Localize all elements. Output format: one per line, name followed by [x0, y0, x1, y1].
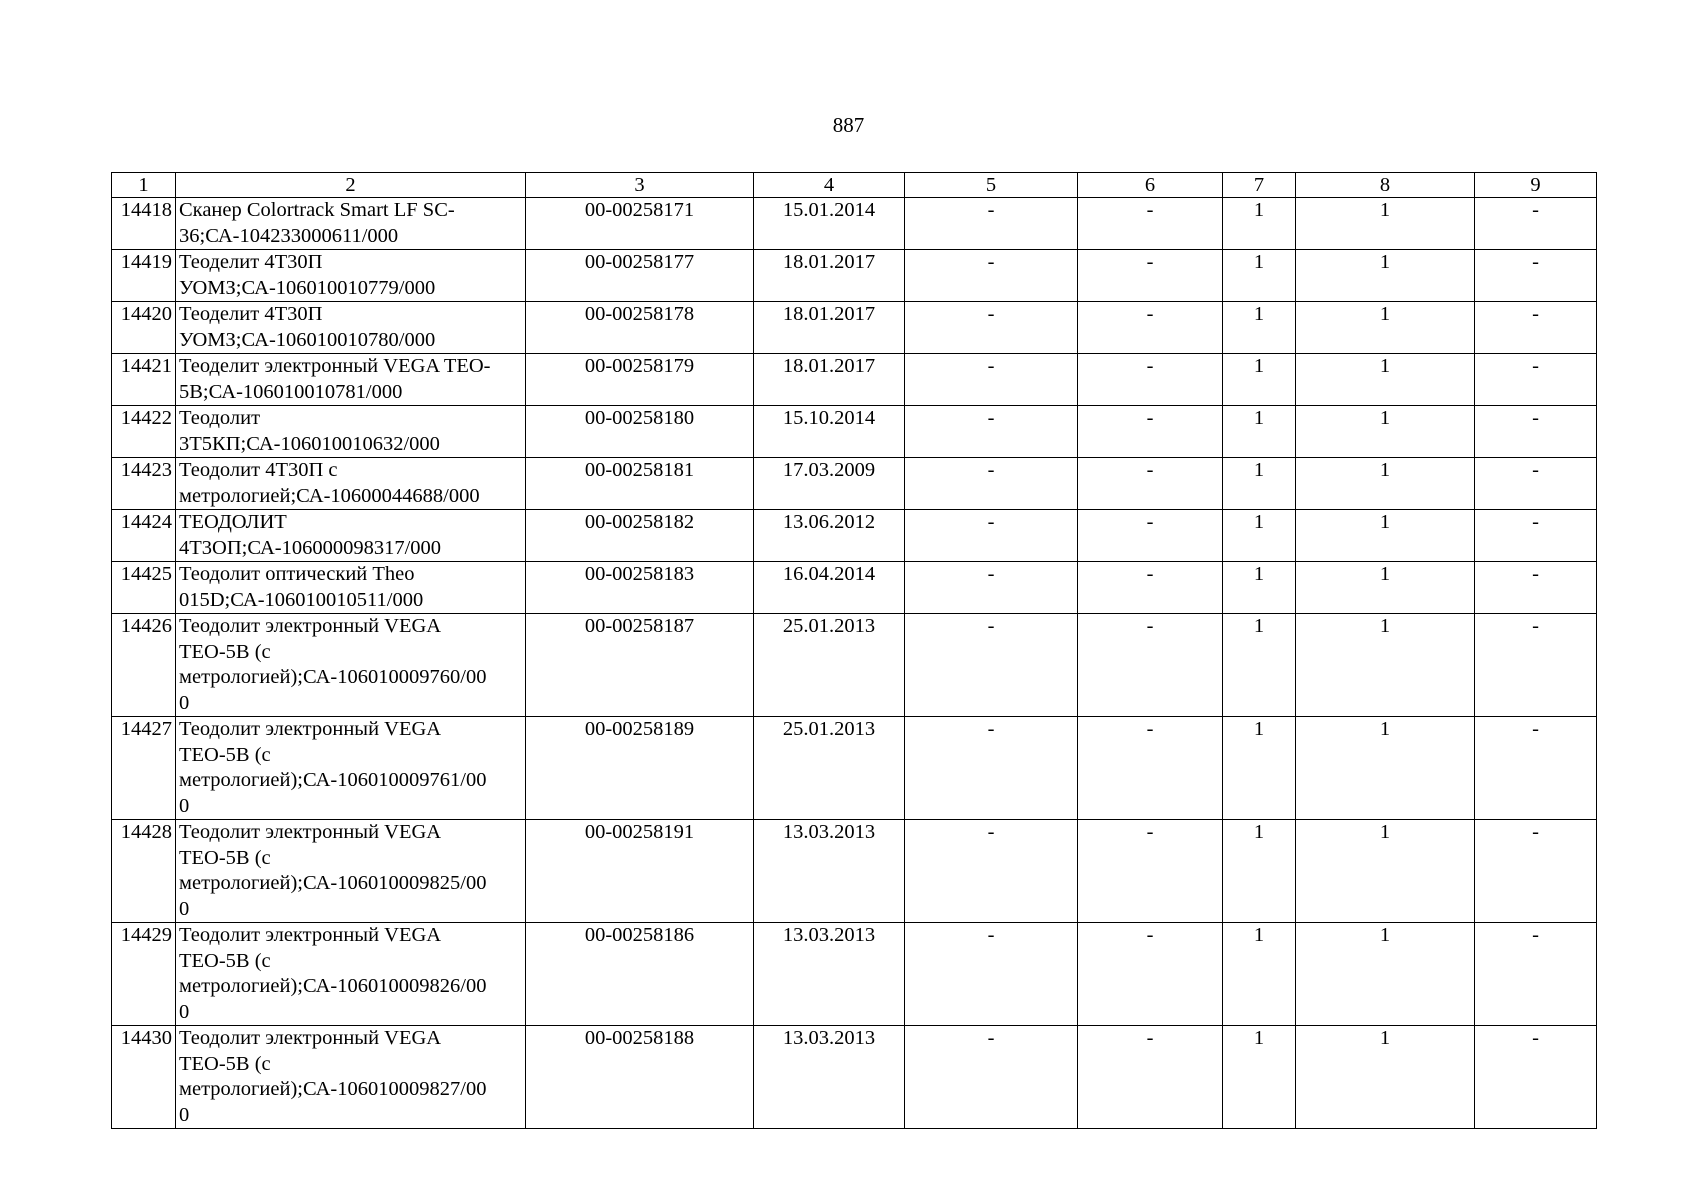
column-5-cell: - — [905, 458, 1078, 510]
inventory-code-cell: 00-00258183 — [526, 562, 754, 614]
table-row — [112, 510, 1597, 562]
date-cell: 18.01.2017 — [754, 302, 905, 354]
asset-table — [111, 172, 1597, 1129]
item-name-cell — [176, 406, 526, 458]
column-6-cell: - — [1078, 198, 1223, 250]
table-body — [112, 198, 1597, 1129]
inventory-code-cell: 00-00258181 — [526, 458, 754, 510]
column-9-cell: - — [1475, 614, 1597, 717]
row-number-cell: 14428 — [112, 820, 176, 923]
table-row — [112, 1026, 1597, 1129]
column-8-cell: 1 — [1296, 198, 1475, 250]
item-name-cell — [176, 250, 526, 302]
column-header: 8 — [1296, 173, 1475, 198]
item-name-line: 0 — [179, 691, 190, 714]
item-name-cell — [176, 354, 526, 406]
inventory-code-cell: 00-00258177 — [526, 250, 754, 302]
table-row — [112, 562, 1597, 614]
inventory-code-cell: 00-00258189 — [526, 717, 754, 820]
table-row — [112, 614, 1597, 717]
item-name-line: TEO-5B (с — [179, 846, 271, 869]
inventory-code-cell: 00-00258186 — [526, 923, 754, 1026]
column-7-cell: 1 — [1223, 354, 1296, 406]
column-7-cell: 1 — [1223, 614, 1296, 717]
item-name-line: Теодолит 4Т30П с — [179, 459, 338, 481]
column-6-cell: - — [1078, 614, 1223, 717]
column-5-cell: - — [905, 820, 1078, 923]
item-name-line: Теоделит электронный VEGA TEO- — [179, 355, 491, 377]
date-cell: 16.04.2014 — [754, 562, 905, 614]
item-name-line: 3Т5КП;СА-106010010632/000 — [179, 432, 440, 455]
inventory-code-cell: 00-00258171 — [526, 198, 754, 250]
table-header-row — [112, 173, 1597, 198]
column-8-cell: 1 — [1296, 302, 1475, 354]
column-6-cell: - — [1078, 562, 1223, 614]
column-5-cell: - — [905, 717, 1078, 820]
date-cell: 18.01.2017 — [754, 354, 905, 406]
table-row — [112, 406, 1597, 458]
item-name-line: Сканер Colortrack Smart LF SC- — [179, 199, 455, 221]
inventory-code-cell: 00-00258188 — [526, 1026, 754, 1129]
date-cell: 15.10.2014 — [754, 406, 905, 458]
column-header: 6 — [1078, 173, 1223, 198]
item-name-line: 0 — [179, 794, 190, 817]
item-name-line: Теодолит электронный VEGA — [179, 615, 442, 637]
page-number: 887 — [832, 113, 865, 137]
column-8-cell: 1 — [1296, 250, 1475, 302]
item-name-line: метрологией;СА-10600044688/000 — [179, 484, 480, 507]
item-name-line: Теодолит оптический Theo — [179, 563, 415, 585]
column-9-cell: - — [1475, 1026, 1597, 1129]
date-cell: 17.03.2009 — [754, 458, 905, 510]
item-name-line: Теоделит 4Т30П — [179, 251, 323, 273]
column-7-cell: 1 — [1223, 717, 1296, 820]
column-9-cell: - — [1475, 923, 1597, 1026]
column-8-cell: 1 — [1296, 562, 1475, 614]
item-name-line: TEO-5B (с — [179, 949, 271, 972]
column-5-cell: - — [905, 302, 1078, 354]
item-name-cell — [176, 302, 526, 354]
column-6-cell: - — [1078, 302, 1223, 354]
column-5-cell: - — [905, 614, 1078, 717]
inventory-code-cell: 00-00258182 — [526, 510, 754, 562]
item-name-line: Теодолит — [179, 407, 261, 429]
table-row — [112, 198, 1597, 250]
item-name-line: метрологией);СА-106010009826/00 — [179, 975, 487, 997]
item-name-line: 0 — [179, 1000, 190, 1023]
column-header: 9 — [1475, 173, 1597, 198]
row-number-cell: 14425 — [112, 562, 176, 614]
column-6-cell: - — [1078, 354, 1223, 406]
item-name-cell — [176, 614, 526, 717]
column-8-cell: 1 — [1296, 1026, 1475, 1129]
row-number-cell: 14430 — [112, 1026, 176, 1129]
column-7-cell: 1 — [1223, 820, 1296, 923]
column-9-cell: - — [1475, 302, 1597, 354]
table-row — [112, 717, 1597, 820]
item-name-cell — [176, 820, 526, 923]
table-row — [112, 354, 1597, 406]
column-7-cell: 1 — [1223, 406, 1296, 458]
item-name-line: 36;СА-104233000611/000 — [179, 224, 399, 247]
row-number-cell: 14429 — [112, 923, 176, 1026]
row-number-cell: 14418 — [112, 198, 176, 250]
column-7-cell: 1 — [1223, 302, 1296, 354]
item-name-cell — [176, 1026, 526, 1129]
column-9-cell: - — [1475, 562, 1597, 614]
date-cell: 15.01.2014 — [754, 198, 905, 250]
table-row — [112, 250, 1597, 302]
table-row — [112, 302, 1597, 354]
date-cell: 25.01.2013 — [754, 614, 905, 717]
item-name-line: TEO-5B (с — [179, 743, 271, 766]
column-6-cell: - — [1078, 1026, 1223, 1129]
column-header: 7 — [1223, 173, 1296, 198]
column-header: 4 — [754, 173, 905, 198]
column-header: 1 — [112, 173, 176, 198]
item-name-line: метрологией);СА-106010009761/00 — [179, 769, 487, 791]
column-9-cell: - — [1475, 458, 1597, 510]
date-cell: 13.03.2013 — [754, 820, 905, 923]
table-row — [112, 458, 1597, 510]
column-7-cell: 1 — [1223, 562, 1296, 614]
column-6-cell: - — [1078, 458, 1223, 510]
column-8-cell: 1 — [1296, 510, 1475, 562]
column-5-cell: - — [905, 198, 1078, 250]
column-9-cell: - — [1475, 820, 1597, 923]
item-name-line: Теодолит электронный VEGA — [179, 1027, 442, 1049]
date-cell: 13.03.2013 — [754, 1026, 905, 1129]
inventory-code-cell: 00-00258191 — [526, 820, 754, 923]
inventory-code-cell: 00-00258187 — [526, 614, 754, 717]
item-name-line: TEO-5B (с — [179, 640, 271, 663]
column-6-cell: - — [1078, 820, 1223, 923]
column-6-cell: - — [1078, 923, 1223, 1026]
row-number-cell: 14421 — [112, 354, 176, 406]
column-header: 5 — [905, 173, 1078, 198]
column-9-cell: - — [1475, 406, 1597, 458]
item-name-line: Теодолит электронный VEGA — [179, 821, 442, 843]
column-header: 2 — [176, 173, 526, 198]
item-name-cell — [176, 198, 526, 250]
column-5-cell: - — [905, 250, 1078, 302]
column-7-cell: 1 — [1223, 510, 1296, 562]
column-8-cell: 1 — [1296, 614, 1475, 717]
column-6-cell: - — [1078, 510, 1223, 562]
column-6-cell: - — [1078, 406, 1223, 458]
item-name-line: метрологией);СА-106010009760/00 — [179, 666, 487, 688]
column-5-cell: - — [905, 923, 1078, 1026]
item-name-cell — [176, 510, 526, 562]
date-cell: 18.01.2017 — [754, 250, 905, 302]
table-row — [112, 923, 1597, 1026]
column-5-cell: - — [905, 406, 1078, 458]
row-number-cell: 14424 — [112, 510, 176, 562]
inventory-code-cell: 00-00258180 — [526, 406, 754, 458]
column-5-cell: - — [905, 510, 1078, 562]
column-8-cell: 1 — [1296, 820, 1475, 923]
date-cell: 13.03.2013 — [754, 923, 905, 1026]
row-number-cell: 14420 — [112, 302, 176, 354]
column-8-cell: 1 — [1296, 717, 1475, 820]
column-6-cell: - — [1078, 250, 1223, 302]
item-name-line: УОМЗ;СА-106010010779/000 — [179, 276, 436, 299]
column-8-cell: 1 — [1296, 406, 1475, 458]
date-cell: 25.01.2013 — [754, 717, 905, 820]
table-row — [112, 820, 1597, 923]
row-number-cell: 14427 — [112, 717, 176, 820]
item-name-line: 015D;СА-106010010511/000 — [179, 588, 424, 611]
row-number-cell: 14419 — [112, 250, 176, 302]
item-name-line: Теодолит электронный VEGA — [179, 924, 442, 946]
column-7-cell: 1 — [1223, 250, 1296, 302]
item-name-line: 0 — [179, 897, 190, 920]
row-number-cell: 14422 — [112, 406, 176, 458]
column-5-cell: - — [905, 562, 1078, 614]
item-name-line: 0 — [179, 1103, 190, 1126]
item-name-line: 5B;СА-106010010781/000 — [179, 380, 403, 403]
column-8-cell: 1 — [1296, 458, 1475, 510]
column-7-cell: 1 — [1223, 198, 1296, 250]
column-7-cell: 1 — [1223, 458, 1296, 510]
item-name-cell — [176, 923, 526, 1026]
inventory-code-cell: 00-00258179 — [526, 354, 754, 406]
column-9-cell: - — [1475, 354, 1597, 406]
column-5-cell: - — [905, 354, 1078, 406]
item-name-line: УОМЗ;СА-106010010780/000 — [179, 328, 436, 351]
item-name-line: Теоделит 4Т30П — [179, 303, 323, 325]
date-cell: 13.06.2012 — [754, 510, 905, 562]
item-name-line: метрологией);СА-106010009827/00 — [179, 1078, 487, 1100]
row-number-cell: 14423 — [112, 458, 176, 510]
item-name-cell — [176, 717, 526, 820]
column-8-cell: 1 — [1296, 923, 1475, 1026]
column-6-cell: - — [1078, 717, 1223, 820]
item-name-cell — [176, 458, 526, 510]
item-name-cell — [176, 562, 526, 614]
inventory-code-cell: 00-00258178 — [526, 302, 754, 354]
column-7-cell: 1 — [1223, 1026, 1296, 1129]
column-header: 3 — [526, 173, 754, 198]
column-7-cell: 1 — [1223, 923, 1296, 1026]
item-name-line: метрологией);СА-106010009825/00 — [179, 872, 487, 894]
item-name-line: 4Т3ОП;СА-106000098317/000 — [179, 536, 442, 559]
column-5-cell: - — [905, 1026, 1078, 1129]
column-9-cell: - — [1475, 198, 1597, 250]
column-8-cell: 1 — [1296, 354, 1475, 406]
column-9-cell: - — [1475, 510, 1597, 562]
item-name-line: Теодолит электронный VEGA — [179, 718, 442, 740]
column-9-cell: - — [1475, 717, 1597, 820]
item-name-line: ТЕОДОЛИТ — [179, 511, 287, 533]
column-9-cell: - — [1475, 250, 1597, 302]
row-number-cell: 14426 — [112, 614, 176, 717]
item-name-line: TEO-5B (с — [179, 1052, 271, 1075]
